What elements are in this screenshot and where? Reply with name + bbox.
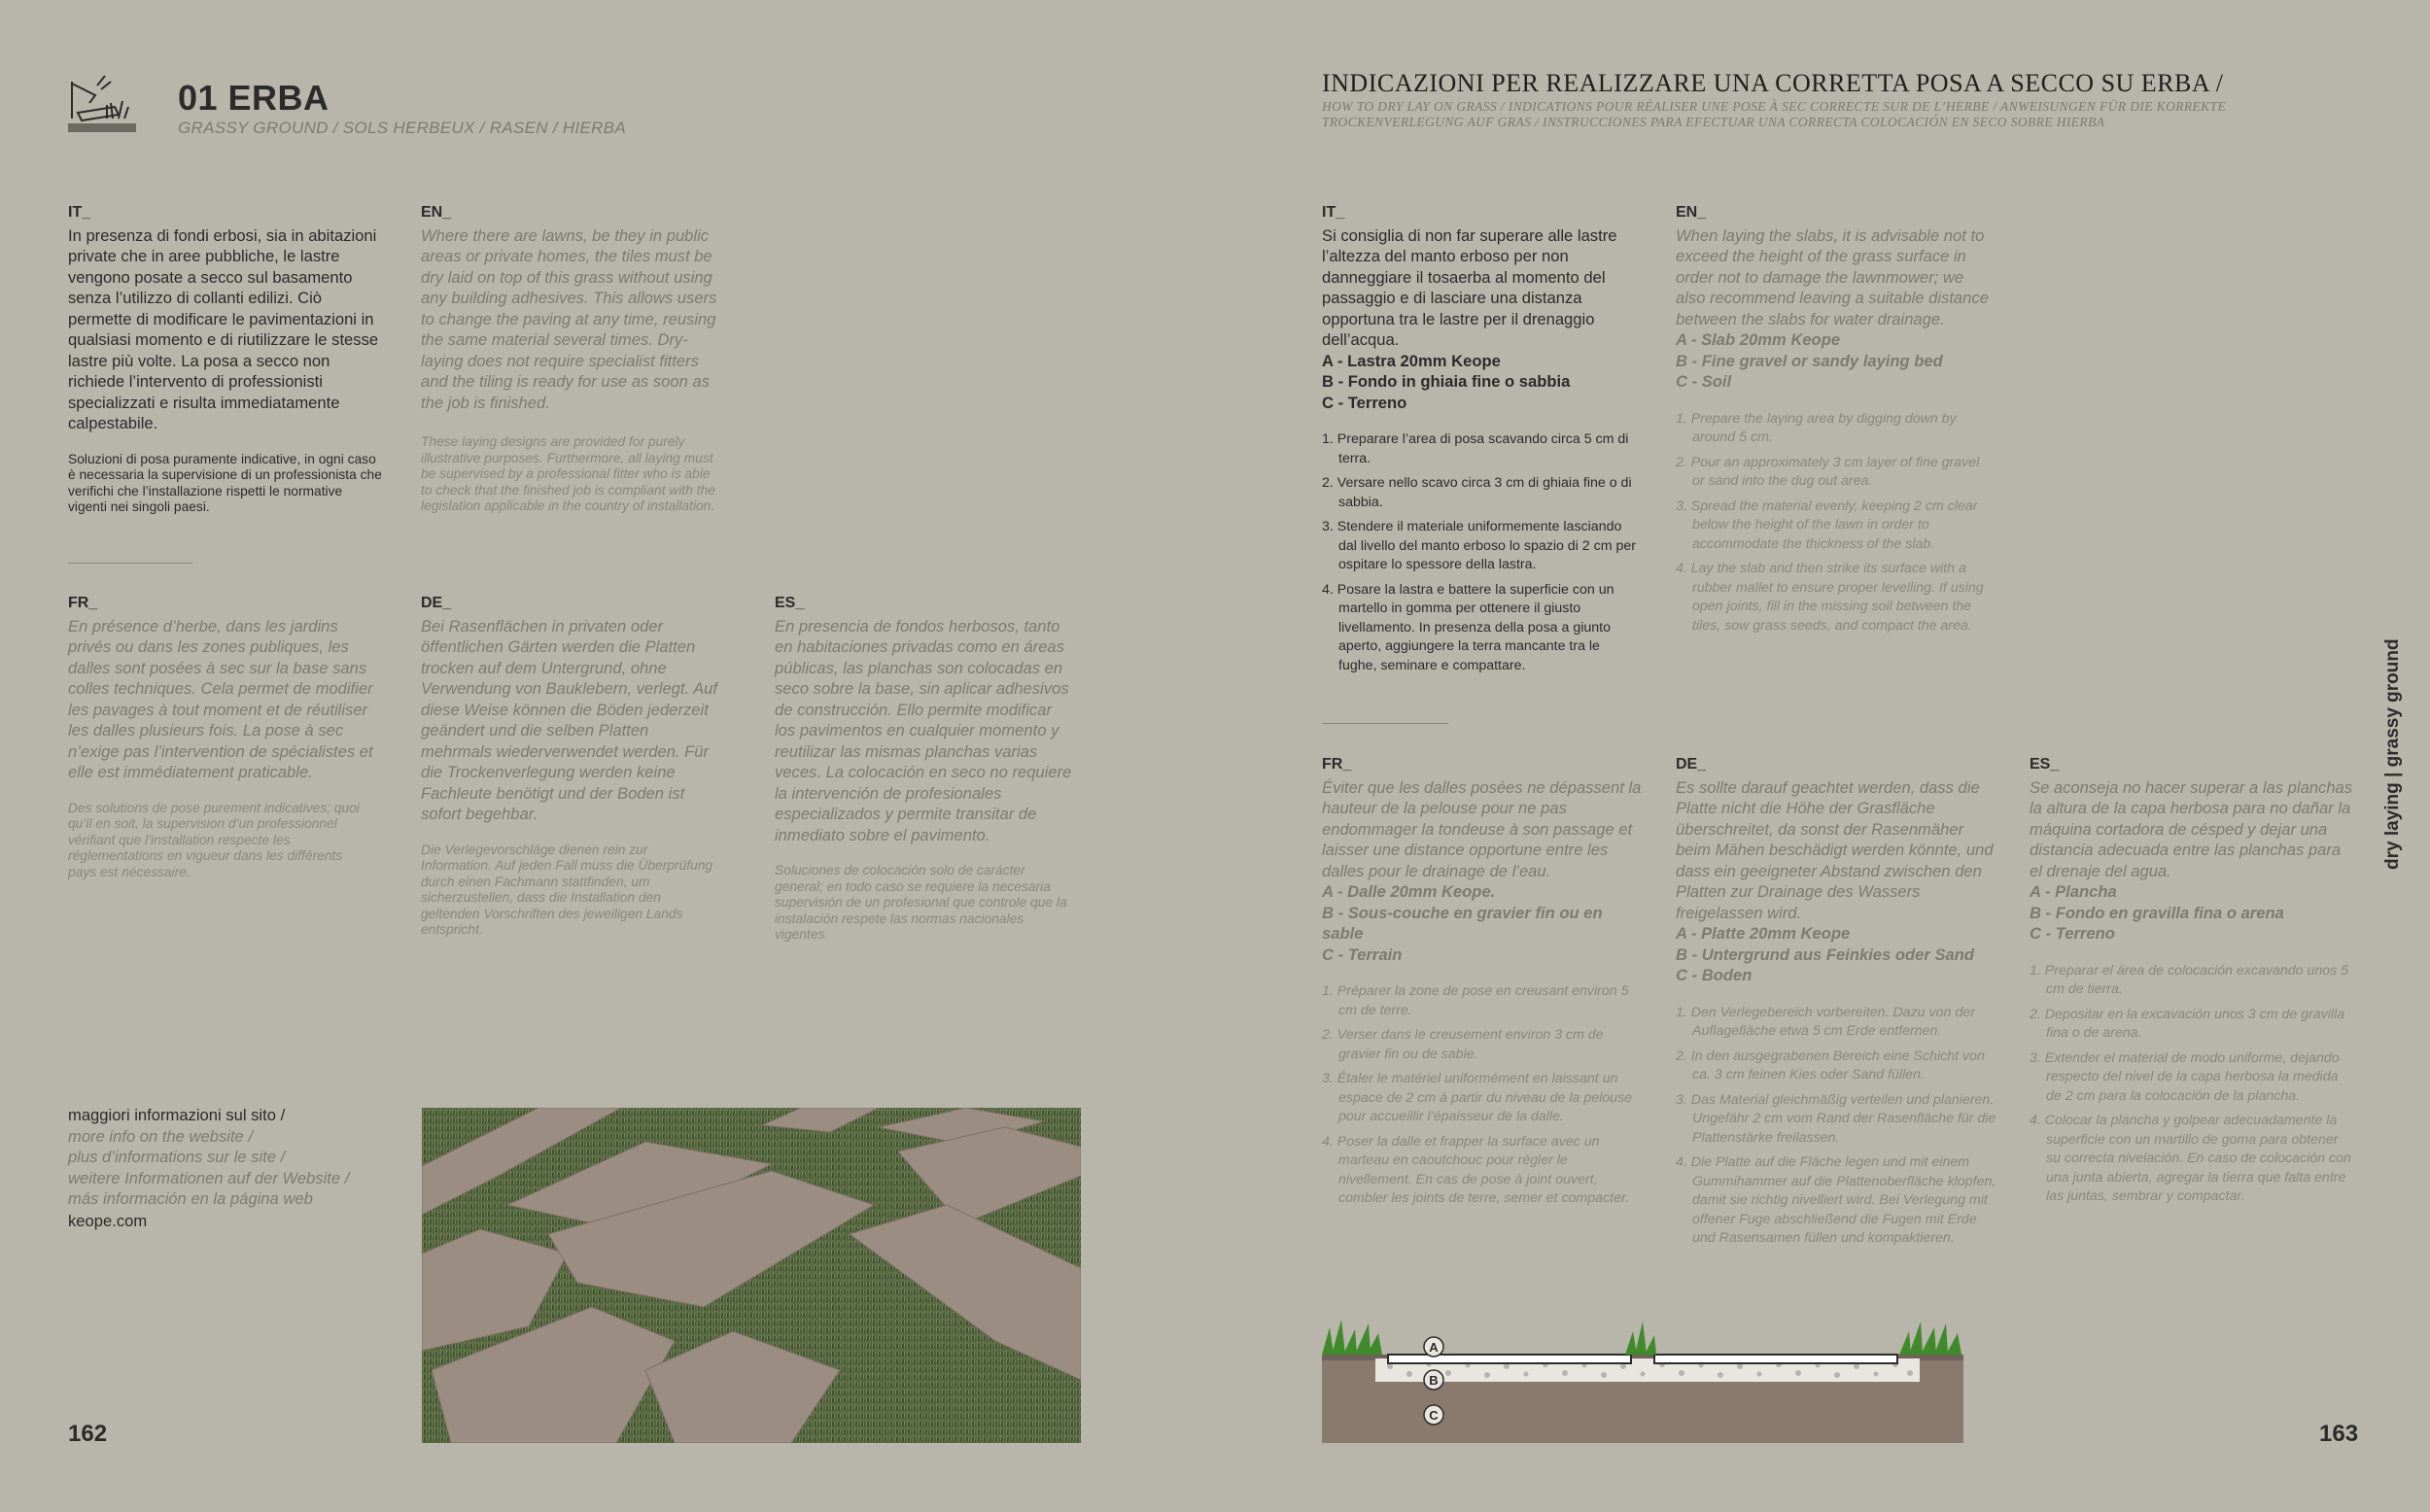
step-item: 3. Stendere il materiale uniformemente lasciando dal livello del manto erboso lo spazio di 2 cm per ospitare lo spessore della lastra. <box>1322 519 1636 572</box>
step-item: 1. Den Verlegebereich vorbereiten. Dazu von der Auflagefläche etwa 5 cm Erde entfernen. <box>1676 1004 1975 1039</box>
left-en-body: Where there are lawns, be they in public areas or private homes, the tiles must be dry laid on top of this grass without using any building adhesives. This allows users to change the paving at any time, reusing the same material several times. Dry-laying does not require specialist fitters and the tiling is ready for use as soon as the job is finished. <box>421 225 717 412</box>
website-link[interactable]: keope.com <box>68 1211 148 1230</box>
legend-c: C - Boden <box>1676 966 1753 984</box>
step-item: 2. Versare nello scavo circa 3 cm di ghiaia fine o di sabbia. <box>1322 475 1632 510</box>
left-it-note: Soluzioni di posa puramente indicative, in ogni caso è necessaria la supervisione di un professionista che verifichi che l’installazione rispetti le normative vigenti nei singoli paesi. <box>68 451 382 515</box>
diagram-label-a: A <box>1429 1340 1439 1355</box>
left-fr-body: En présence d’herbe, dans les jardins privés ou dans les zones publiques, les dalles sont posées à sec sur la base sans colles techniques. Cela permet de modifier les pavages à tout moment et de réutiliser les dalles plusieurs fois. La pose à sec n’exige pas l’intervention de spécialistes et elle est immédiatement praticable. <box>68 616 373 781</box>
legend-a: A - Platte 20mm Keope <box>1676 924 1851 943</box>
right-de-body: Es sollte darauf geachtet werden, dass die Platte nicht die Höhe der Grasfläche überschreitet, da sonst der Rasenmäher beim Mähen beschädigt werden könnte, und dass ein geeigneter Abstand zwischen den Platten zur Drainage des Wassers freigelassen wird. <box>1676 777 1994 922</box>
step-item: 4. Lay the slab and then strike its surface with a rubber mallet to ensure proper levelling. If using open joints, fill in the missing soil between the tiles, sow grass seeds, and compact the area. <box>1676 561 1984 634</box>
more-info-block <box>68 1105 349 1231</box>
grass-slabs-photo <box>422 1108 1081 1443</box>
left-fr-column <box>68 593 374 880</box>
step-item: 3. Spread the material evenly, keeping 2 cm clear below the height of the lawn in order to accommodate the thickness of the slab. <box>1676 498 1978 552</box>
right-en-column <box>1676 202 1992 641</box>
legend-c: C - Terreno <box>2030 924 2115 943</box>
steps-list-it <box>1322 430 1641 675</box>
right-es-column <box>2030 754 2355 1213</box>
lang-label-fr: FR_ <box>1322 756 1352 773</box>
left-en-note: These laying designs are provided for purely illustrative purposes. Furthermore, all laying must be supervised by a professional fitter who is able to check that the finished job is compliant with the legislation applicable in the country of installation. <box>421 434 715 514</box>
step-item: 1. Préparer la zone de pose en creusant environ 5 cm de terre. <box>1322 983 1629 1018</box>
section-subtitle: GRASSY GROUND / SOLS HERBEUX / RASEN / HIERBA <box>178 119 626 137</box>
info-line-de: weitere Informationen auf der Website / <box>68 1168 350 1187</box>
divider <box>68 563 192 564</box>
left-it-column <box>68 202 384 516</box>
page-number-left: 162 <box>68 1421 108 1447</box>
info-line-es: más información en la página web <box>68 1189 313 1208</box>
lang-label-es: ES_ <box>2030 756 2060 773</box>
left-es-note: Soluciones de colocación solo de carácter general; en todo caso se requiere la necesaria supervisión de un profesional que controle que la instalación respete las normas nacionales vigentes. <box>775 863 1067 943</box>
right-es-body: Se aconseja no hacer superar a las planchas la altura de la capa herbosa para no dañar la máquina cortadora de césped y dejar una distancia adecuada entre las planchas para el drenaje del agua. <box>2030 777 2353 880</box>
steps-list-en <box>1676 410 1992 636</box>
legend-b: B - Sous-couche en gravier fin ou en sable <box>1322 903 1603 943</box>
right-de-column <box>1676 754 2001 1254</box>
legend-b: B - Fondo in ghiaia fine o sabbia <box>1322 372 1571 391</box>
right-it-column <box>1322 202 1641 681</box>
side-label <box>2378 638 2408 870</box>
page-number-right: 163 <box>2319 1421 2359 1447</box>
left-en-column <box>421 202 722 515</box>
cross-section-diagram <box>1322 1320 1963 1443</box>
instructions-title: INDICAZIONI PER REALIZZARE UNA CORRETTA POSA A SECCO SU ERBA / <box>1322 69 2224 97</box>
right-en-body: When laying the slabs, it is advisable not to exceed the height of the grass surface in order not to damage the lawnmower; we also recommend leaving a suitable distance between the slabs for water drainage. <box>1676 225 1989 328</box>
left-it-body: In presenza di fondi erbosi, sia in abitazioni private che in aree pubbliche, le lastre vengono posate a secco sul basamento senza l’utilizzo di collanti edilizi. Ciò permette di modificare le pavimentazioni in qualsiasi momento e di riutilizzare le stesse lastre più volte. La posa a secco non richiede l’intervento di professionisti specializzati e risulta immediatamente calpestabile. <box>68 225 379 432</box>
legend-a: A - Dalle 20mm Keope. <box>1322 882 1496 901</box>
legend-b: B - Fine gravel or sandy laying bed <box>1676 351 1943 370</box>
step-item: 1. Preparar el área de colocación excavando unos 5 cm de tierra. <box>2030 962 2349 997</box>
steps-list-fr <box>1322 982 1643 1209</box>
left-es-column <box>775 593 1076 944</box>
step-item: 3. Étaler le matériel uniformément en laissant un espace de 2 cm à partir du niveau de la pelouse pour accueillir l’épaisseur de la dalle. <box>1322 1071 1633 1124</box>
instructions-subtitle: HOW TO DRY LAY ON GRASS / INDICATIONS POUR RÉALISER UNE POSE À SEC CORRECTE SUR DE L’HERBE / ANWEISUNGEN FÜR DIE KORREKTE TROCKENVERLEGUNG AUF GRAS / INSTRUCCIONES PARA EFECTUAR UNA CORRECTA COLOCACIÓN EN SECO SOBRE HIERBA <box>1322 99 2227 129</box>
step-item: 2. In den ausgegrabenen Bereich eine Schicht von ca. 3 cm feinen Kies oder Sand füllen. <box>1676 1048 1985 1082</box>
step-item: 4. Colocar la plancha y golpear adecuadamente la superficie con un martillo de goma para obtener su correcta nivelación. En caso de colocación con una junta abierta, agregar la tierra que falta entre las juntas, sembrar y compactar. <box>2030 1113 2351 1204</box>
steps-list-de <box>1676 1004 2001 1249</box>
lang-label-es: ES_ <box>775 595 805 611</box>
left-de-note: Die Verlegevorschläge dienen rein zur Information. Auf jeden Fall muss die Überprüfung durch einen Fachmann stattfinden, um sicherzustellen, dass die Installation den geltenden Vorschriften des jeweiligen Lands entspricht. <box>421 842 713 938</box>
left-es-body: En presencia de fondos herbosos, tanto en habitaciones privadas como en áreas públicas, las planchas son colocadas en seco sobre la base, sin aplicar adhesivos de construcción. Ello permite modificar los pavimentos en cualquier momento y reutilizar las mismas planchas varias veces. La colocación en seco no requiere la intervención de profesionales especializados y permite transitar de inmediato sobre el pavimento. <box>775 616 1072 844</box>
legend-c: C - Terrain <box>1322 945 1403 964</box>
info-line-en: more info on the website / <box>68 1126 254 1146</box>
legend-b: B - Fondo en gravilla fina o arena <box>2030 903 2284 922</box>
info-line-it: maggiori informazioni sul sito / <box>68 1106 286 1124</box>
right-it-body: Si consiglia di non far superare alle lastre l’altezza del manto erboso per non danneggiare il tosaerba al momento del passaggio e di lasciare una distanza opportuna tra le lastre per il drenaggio dell’acqua. <box>1322 225 1617 349</box>
step-item: 4. Posare la lastra e battere la superficie con un martello in gomma per ottenere il giusto livellamento. In presenza della posa a giunto aperto, aggiungere la terra mancante tra le fughe, seminare e compattare. <box>1322 581 1614 673</box>
side-label-text: dry laying | grassy ground <box>2382 638 2403 870</box>
step-item: 1. Prepare the laying area by digging down by around 5 cm. <box>1676 410 1957 445</box>
legend-a: A - Plancha <box>2030 882 2117 901</box>
diagram-label-c: C <box>1429 1408 1439 1423</box>
step-item: 2. Depositar en la excavación unos 3 cm de gravilla fina o de arena. <box>2030 1006 2345 1041</box>
step-item: 2. Pour an approximately 3 cm layer of fine gravel or sand into the dug out area. <box>1676 454 1980 489</box>
legend-a: A - Slab 20mm Keope <box>1676 330 1841 349</box>
step-item: 4. Poser la dalle et frapper la surface avec un marteau en caoutchouc pour régler le nivellement. En cas de pose à joint ouvert, combler les joints de terre, semer et compacter. <box>1322 1133 1630 1206</box>
left-de-column <box>421 593 722 939</box>
step-item: 2. Verser dans le creusement environ 3 cm de gravier fin ou de sable. <box>1322 1027 1604 1062</box>
lang-label-en: EN_ <box>421 204 452 221</box>
step-item: 3. Das Material gleichmäßig verteilen und planieren. Ungefähr 2 cm vom Rand der Rasenfläche für die Plattenstärke freilassen. <box>1676 1091 1996 1146</box>
legend-a: A - Lastra 20mm Keope <box>1322 351 1501 370</box>
legend-c: C - Soil <box>1676 372 1732 391</box>
right-fr-body: Éviter que les dalles posées ne dépassent la hauteur de la pelouse pour ne pas endommager la tondeuse à son passage et laisser une distance opportune entre les dalles pour le drainage de l’eau. <box>1322 777 1642 880</box>
divider <box>1322 723 1448 724</box>
right-fr-column <box>1322 754 1643 1215</box>
steps-list-es <box>2030 962 2355 1207</box>
grass-icon <box>68 68 136 136</box>
step-item: 3. Extender el material de modo uniforme, dejando respecto del nivel de la capa herbosa la medida de 2 cm para la colocación de la plancha. <box>2030 1049 2340 1104</box>
lang-label-de: DE_ <box>421 595 452 611</box>
info-line-fr: plus d’informations sur le site / <box>68 1148 286 1166</box>
lang-label-de: DE_ <box>1676 756 1707 773</box>
lang-label-en: EN_ <box>1676 204 1707 221</box>
step-item: 1. Preparare l’area di posa scavando circa 5 cm di terra. <box>1322 431 1629 466</box>
diagram-label-b: B <box>1429 1373 1439 1388</box>
step-item: 4. Die Platte auf die Fläche legen und mit einem Gummihammer auf die Plattenoberfläche klopfen, damit sie richtig nivelliert wird. Bei Verlegung mit offener Fuge abschließend die Fugen mit Erde und Rasensamen füllen und kompaktieren. <box>1676 1154 1996 1246</box>
section-title: 01 ERBA <box>178 78 330 118</box>
legend-c: C - Terreno <box>1322 393 1407 412</box>
left-fr-note: Des solutions de pose purement indicatives; quoi qu’il en soit, la supervision d’un professionnel vérifiant que l’installation respecte les réglementations en vigueur dans les différents pays est nécessaire. <box>68 800 360 879</box>
legend-b: B - Untergrund aus Feinkies oder Sand <box>1676 945 1975 964</box>
lang-label-it: IT_ <box>68 204 91 221</box>
left-de-body: Bei Rasenflächen in privaten oder öffentlichen Gärten werden die Platten trocken auf dem Untergrund, ohne Verwendung von Bauklebern, verlegt. Auf diese Weise können die Böden jederzeit geändert und die selben Platten mehrmals wiederverwendet werden. Für die Trockenverlegung werden keine Fachleute benötigt und der Boden ist sofort begehbar. <box>421 616 718 823</box>
lang-label-fr: FR_ <box>68 595 98 611</box>
lang-label-it: IT_ <box>1322 204 1345 221</box>
